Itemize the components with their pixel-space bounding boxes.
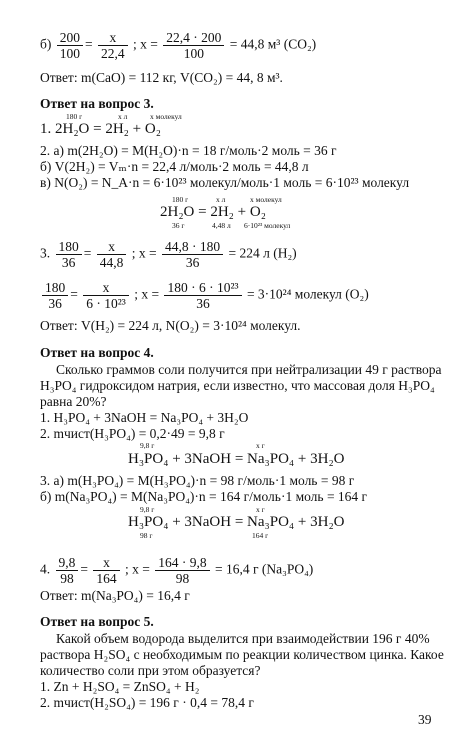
text-line: 1. Zn + H₂SO₄ = ZnSO₄ + H₂	[40, 679, 200, 694]
text-line: 2. mчист(H₂SO₄) = 196 г · 0,4 = 78,4 г	[40, 695, 254, 710]
proportion: 3. $\frac{180}{36}$ = $\frac{x}{44,8}$ ; x = $\frac{44,8 \cdot 180}{36}$ = 224 л (H₂)	[40, 239, 297, 270]
annotation: x молекул	[250, 195, 282, 204]
annotation: 9,8 г	[140, 441, 155, 450]
annotation: x г	[256, 441, 265, 450]
paragraph-line: Какой объем водорода выделится при взаимодействии 196 г 40%	[56, 631, 430, 646]
paragraph-line: равна 20%?	[40, 394, 107, 409]
text-line: б) m(Na₃PO₄) = M(Na₃PO₄)·n = 164 г/моль·1 моль = 164 г	[40, 489, 368, 504]
section-heading: Ответ на вопрос 3.	[40, 96, 154, 111]
annotation: 180 г	[66, 112, 83, 121]
paragraph-line: количество соли при этом образуется?	[40, 663, 261, 678]
annotation: 9,8 г	[140, 505, 155, 514]
annotation: x л	[118, 112, 128, 121]
annotation: x молекул	[150, 112, 182, 121]
answer-line: Ответ: m(Na₃PO₄) = 16,4 г	[40, 588, 190, 603]
text-line: б) V(2H₂) = Vₘ·n = 22,4 л/моль·2 моль = 44,8 л	[40, 159, 309, 174]
text-line: 1. H₃PO₄ + 3NaOH = Na₃PO₄ + 3H₂O	[40, 410, 249, 425]
label-b: б)	[40, 36, 52, 52]
annotation: 6·10²³ молекул	[244, 221, 291, 230]
fraction: $\frac{200}{100}$	[57, 30, 83, 61]
equation: H₃PO₄ + 3NaOH = Na₃PO₄ + 3H₂O	[128, 451, 345, 467]
paragraph-line: Сколько граммов соли получится при нейтрализации 49 г раствора	[56, 362, 442, 377]
top-proportion: б) $\frac{200}{100}$ = $\frac{x}{22,4}$ ; x = $\frac{22,4 \cdot 200}{100}$ = 44,8 м³ (CO₂)	[40, 30, 317, 61]
annotation: 98 г	[140, 531, 153, 540]
paragraph-line: раствора H₂SO₄ с необходимым по реакции количеством цинка. Какое	[40, 647, 444, 662]
text-line: в) N(O₂) = N_A·n = 6·10²³ молекул/моль·1 моль = 6·10²³ молекул	[40, 175, 410, 190]
paragraph-line: H₃PO₄ гидроксидом натрия, если известно, что массовая доля H₃PO₄	[40, 378, 435, 393]
answer-line: Ответ: V(H₂) = 224 л, N(O₂) = 3·10²⁴ молекул.	[40, 318, 301, 333]
proportion: 4. $\frac{9,8}{98}$ = $\frac{x}{164}$ ; x = $\frac{164 \cdot 9,8}{98}$ = 16,4 г (Na₃PO₄)	[40, 555, 314, 586]
annotation: 180 г	[172, 195, 189, 204]
answer-line: Ответ: m(CaO) = 112 кг, V(CO₂) = 44, 8 м³.	[40, 70, 283, 85]
annotation: 36 г	[172, 221, 185, 230]
equation: H₃PO₄ + 3NaOH = Na₃PO₄ + 3H₂O	[128, 514, 345, 530]
text-line: 3. а) m(H₃PO₄) = M(H₃PO₄)·n = 98 г/моль·1 моль = 98 г	[40, 473, 355, 488]
page-number: 39	[418, 712, 432, 727]
annotation: x л	[216, 195, 226, 204]
fraction: $\frac{22,4 \cdot 200}{100}$	[163, 30, 224, 61]
text-line: 2. mчист(H₃PO₄) = 0,2·49 = 9,8 г	[40, 426, 225, 441]
annotation: 164 г	[252, 531, 269, 540]
fraction: $\frac{x}{22,4}$	[98, 30, 128, 61]
proportion: $\frac{180}{36}$ = $\frac{x}{\text{6 · 10²³}}$ ; x = $\frac{\text{180 · 6 · 10²³}}{36}$ = 3·10²⁴ молекул (O₂)	[40, 280, 369, 311]
text-line: 2. а) m(2H₂O) = M(H₂O)·n = 18 г/моль·2 моль = 36 г	[40, 143, 337, 158]
equation: 1. 2H₂O = 2H₂ + O₂	[40, 121, 161, 137]
equation: 2H₂O = 2H₂ + O₂	[160, 204, 266, 220]
section-heading: Ответ на вопрос 5.	[40, 614, 154, 629]
annotation: 4,48 л	[212, 221, 231, 230]
annotation: x г	[256, 505, 265, 514]
section-heading: Ответ на вопрос 4.	[40, 345, 154, 360]
